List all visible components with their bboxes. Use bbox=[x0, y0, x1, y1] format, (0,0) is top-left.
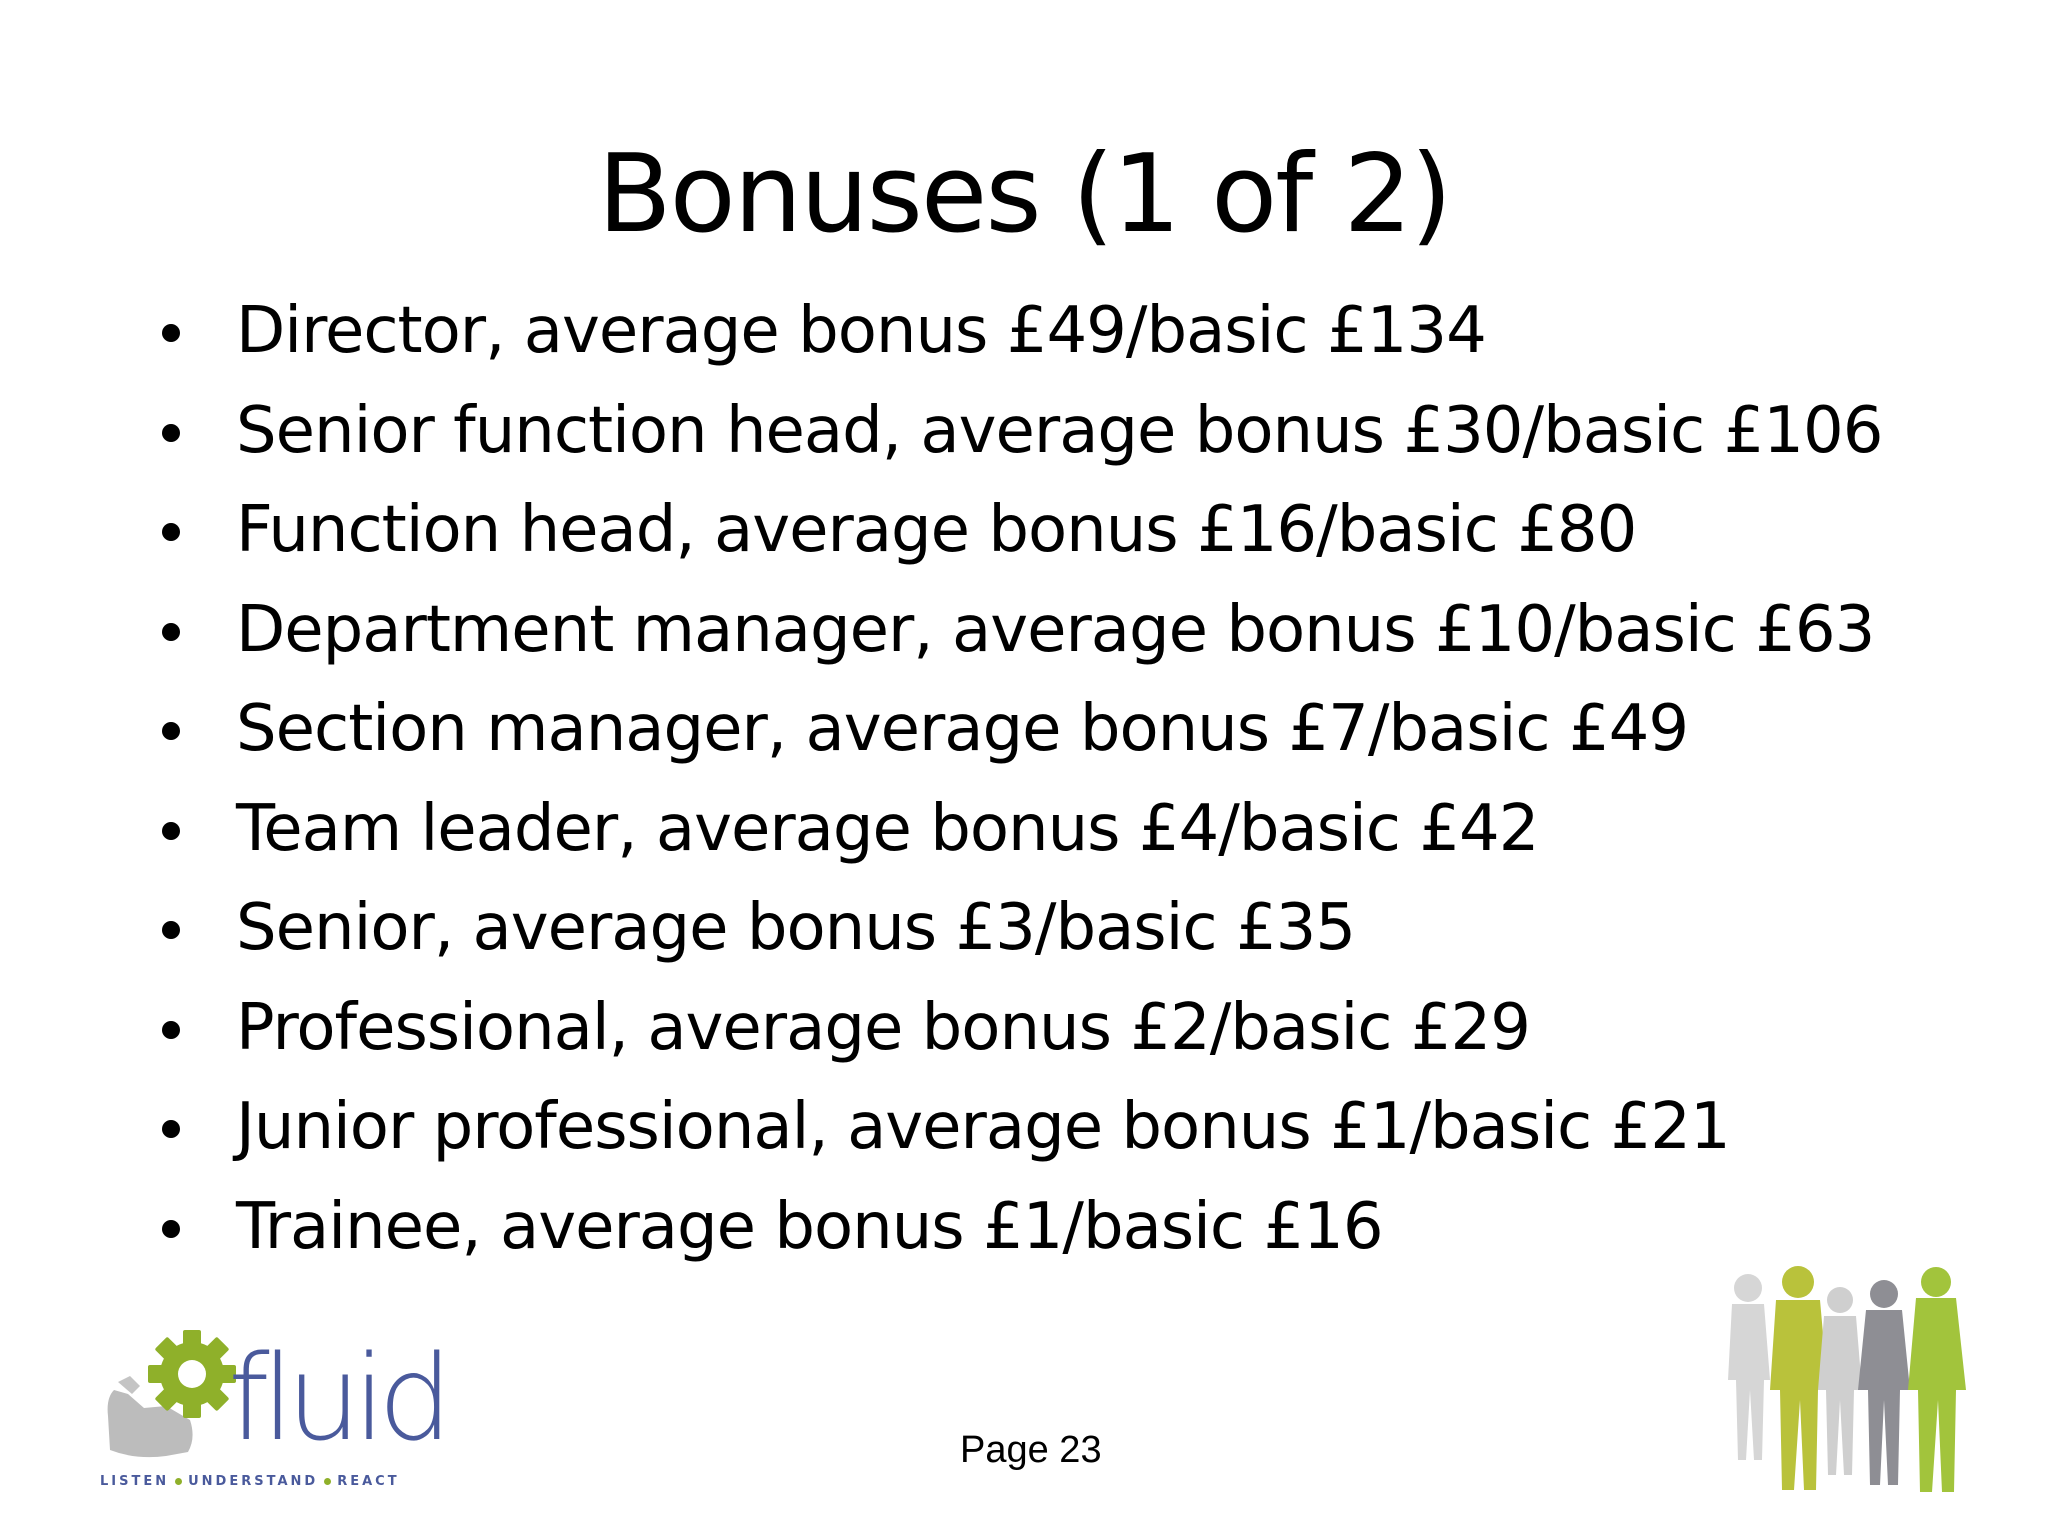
bullet-icon bbox=[162, 1021, 180, 1039]
bullet-item bbox=[160, 282, 1882, 382]
bullet-text: Director, average bonus £49/basic £134 bbox=[236, 294, 1486, 368]
people-group-icon bbox=[1720, 1260, 1980, 1500]
bullet-text: Trainee, average bonus £1/basic £16 bbox=[236, 1189, 1383, 1264]
bullet-list bbox=[160, 282, 1882, 1277]
bullet-icon bbox=[162, 623, 180, 641]
tagline-dot-icon bbox=[175, 1478, 182, 1485]
bullet-item bbox=[160, 581, 1882, 681]
logo-wordmark: fluid bbox=[228, 1329, 445, 1467]
bullet-text: Senior function head, average bonus £30/basic £106 bbox=[236, 393, 1883, 468]
bullet-text: Senior, average bonus £3/basic £35 bbox=[236, 891, 1356, 965]
bullet-item bbox=[160, 481, 1882, 581]
gear-icon bbox=[96, 1320, 246, 1470]
bullet-icon bbox=[162, 523, 180, 541]
bullet-text: Department manager, average bonus £10/basic £63 bbox=[236, 592, 1875, 667]
bullet-text: Section manager, average bonus £7/basic £49 bbox=[236, 692, 1689, 766]
bullet-icon bbox=[162, 822, 180, 840]
bullet-item bbox=[160, 780, 1882, 880]
bullet-text: Team leader, average bonus £4/basic £42 bbox=[236, 791, 1539, 866]
tagline-word: REACT bbox=[337, 1474, 400, 1489]
tagline-dot-icon bbox=[324, 1478, 331, 1485]
bullet-icon bbox=[162, 722, 180, 740]
bullet-icon bbox=[162, 424, 180, 442]
slide-title: Bonuses (1 of 2) bbox=[597, 132, 1451, 257]
bullet-icon bbox=[162, 1120, 180, 1138]
bullet-item bbox=[160, 879, 1882, 979]
bullet-icon bbox=[162, 921, 180, 939]
bullet-text: Junior professional, average bonus £1/basic £21 bbox=[236, 1090, 1730, 1164]
tagline-word: LISTEN bbox=[100, 1474, 170, 1489]
page-number: Page 23 bbox=[960, 1429, 1102, 1471]
tagline-word: UNDERSTAND bbox=[188, 1474, 319, 1489]
bullet-text: Function head, average bonus £16/basic £80 bbox=[236, 493, 1637, 567]
bullet-item bbox=[160, 1078, 1882, 1178]
bullet-item bbox=[160, 1178, 1882, 1278]
logo-tagline bbox=[100, 1474, 400, 1489]
bullet-text: Professional, average bonus £2/basic £29 bbox=[236, 990, 1530, 1065]
bullet-icon bbox=[162, 324, 180, 342]
bullet-icon bbox=[162, 1220, 180, 1238]
bullet-item bbox=[160, 680, 1882, 780]
bullet-item bbox=[160, 979, 1882, 1079]
fluid-logo bbox=[96, 1320, 445, 1500]
bullet-item bbox=[160, 382, 1882, 482]
